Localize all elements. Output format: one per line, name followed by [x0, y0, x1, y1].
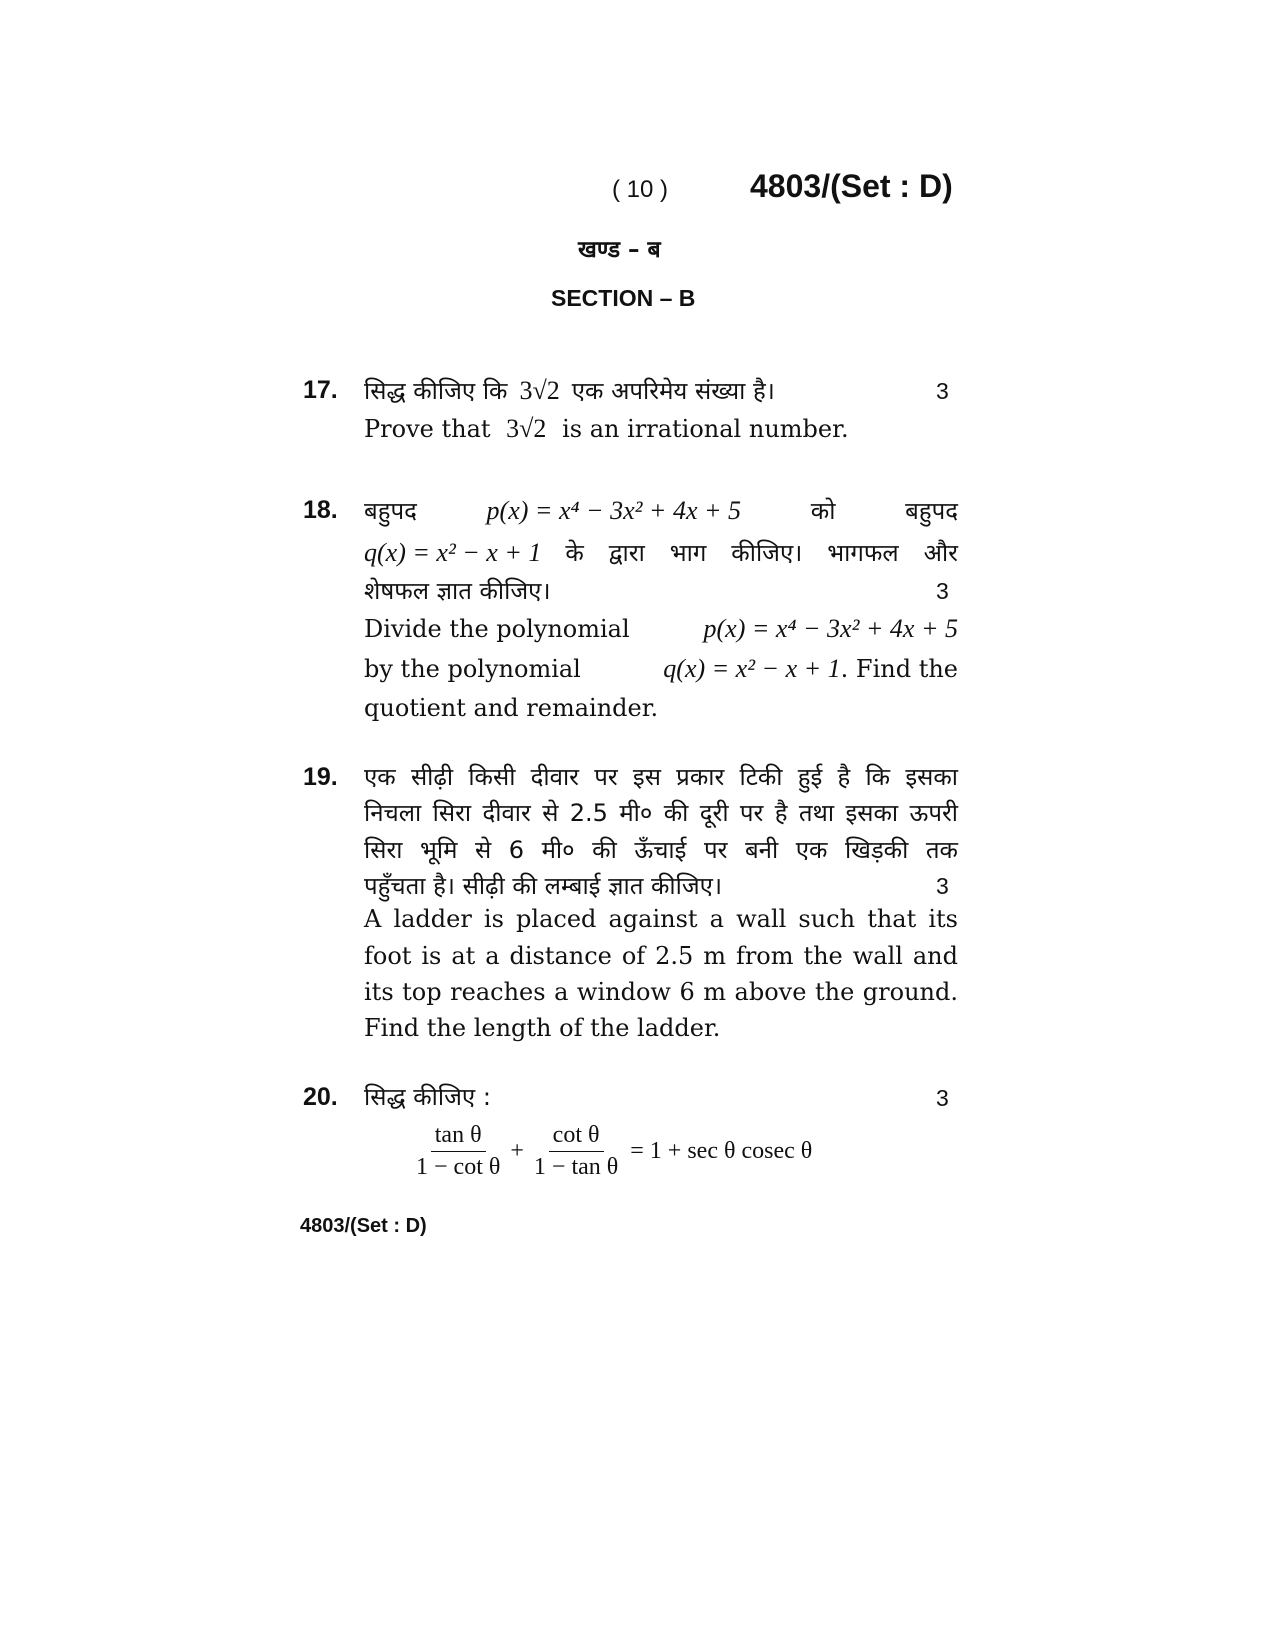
- fraction-denominator: 1 − cot θ: [416, 1154, 501, 1180]
- section-title-hindi: खण्ड – ब: [578, 237, 661, 263]
- question-text: सिरा भूमि से 6 मी० की ऊँचाई पर बनी एक खिड़की तक: [364, 836, 958, 864]
- fraction: [530, 1122, 622, 1181]
- math-expression: 3√2: [519, 376, 560, 405]
- question-text: Prove that: [364, 415, 491, 443]
- footer-paper-code: 4803/(Set : D): [300, 1215, 427, 1237]
- question-text: is an irrational number.: [562, 415, 849, 443]
- fraction-numerator: cot θ: [549, 1122, 604, 1152]
- marks: 3: [936, 1085, 949, 1111]
- question-text: Find the length of the ladder.: [364, 1014, 721, 1042]
- question-text: by the polynomial: [364, 655, 581, 683]
- question-text: . Find the: [840, 655, 958, 683]
- question-text: निचला सिरा दीवार से 2.5 मी० की दूरी पर है तथा इसका ऊपरी: [364, 799, 958, 827]
- question-text: A ladder is placed against a wall such that its: [364, 905, 958, 933]
- question-text: quotient and remainder.: [364, 694, 659, 722]
- question-text: शेषफल ज्ञात कीजिए।: [364, 577, 551, 605]
- question-text: एक अपरिमेय संख्या है।: [571, 377, 775, 405]
- trig-identity: [412, 1122, 812, 1181]
- question-18-hindi-line1: [364, 494, 958, 527]
- marks: 3: [936, 873, 949, 899]
- plus-sign: +: [510, 1138, 524, 1164]
- identity-rhs: = 1 + sec θ cosec θ: [630, 1138, 813, 1164]
- question-17-english: [364, 414, 849, 444]
- marks: 3: [936, 378, 949, 404]
- question-text: के द्वारा भाग कीजिए। भागफल और: [565, 539, 958, 567]
- question-text: पहुँचता है। सीढ़ी की लम्बाई ज्ञात कीजिए।: [364, 872, 723, 900]
- question-18-english-line2: [364, 654, 958, 684]
- question-text: सिद्ध कीजिए कि: [364, 377, 508, 405]
- question-number: 20.: [303, 1083, 338, 1111]
- section-title-english: SECTION – B: [551, 285, 696, 311]
- question-text: सिद्ध कीजिए :: [364, 1083, 491, 1111]
- question-text: एक सीढ़ी किसी दीवार पर इस प्रकार टिकी हुई है कि इसका: [364, 763, 958, 791]
- page-number: ( 10 ): [612, 176, 669, 203]
- paper-code: 4803/(Set : D): [750, 168, 953, 204]
- question-text: foot is at a distance of 2.5 m from the wall and: [364, 942, 958, 970]
- fraction: [412, 1122, 504, 1181]
- question-text: बहुपद: [905, 497, 958, 525]
- fraction-numerator: tan θ: [431, 1122, 486, 1152]
- question-17-hindi: [364, 374, 775, 407]
- question-text: its top reaches a window 6 m above the ground.: [364, 978, 958, 1006]
- question-number: 19.: [303, 763, 338, 791]
- question-text: बहुपद: [364, 497, 417, 525]
- math-expression: q(x) = x² − x + 1: [364, 538, 542, 567]
- fraction-denominator: 1 − tan θ: [533, 1154, 619, 1180]
- math-expression: p(x) = x⁴ − 3x² + 4x + 5: [486, 496, 742, 525]
- question-number: 17.: [303, 376, 338, 404]
- math-expression: 3√2: [506, 414, 547, 443]
- question-text: Divide the polynomial: [364, 615, 630, 643]
- question-18-hindi-line2: [364, 536, 958, 569]
- math-expression: q(x) = x² − x + 1: [663, 654, 841, 683]
- question-number: 18.: [303, 496, 338, 524]
- question-text: को: [810, 497, 836, 525]
- question-18-english-line1: [364, 614, 958, 644]
- marks: 3: [936, 578, 949, 604]
- math-expression: p(x) = x⁴ − 3x² + 4x + 5: [703, 614, 958, 643]
